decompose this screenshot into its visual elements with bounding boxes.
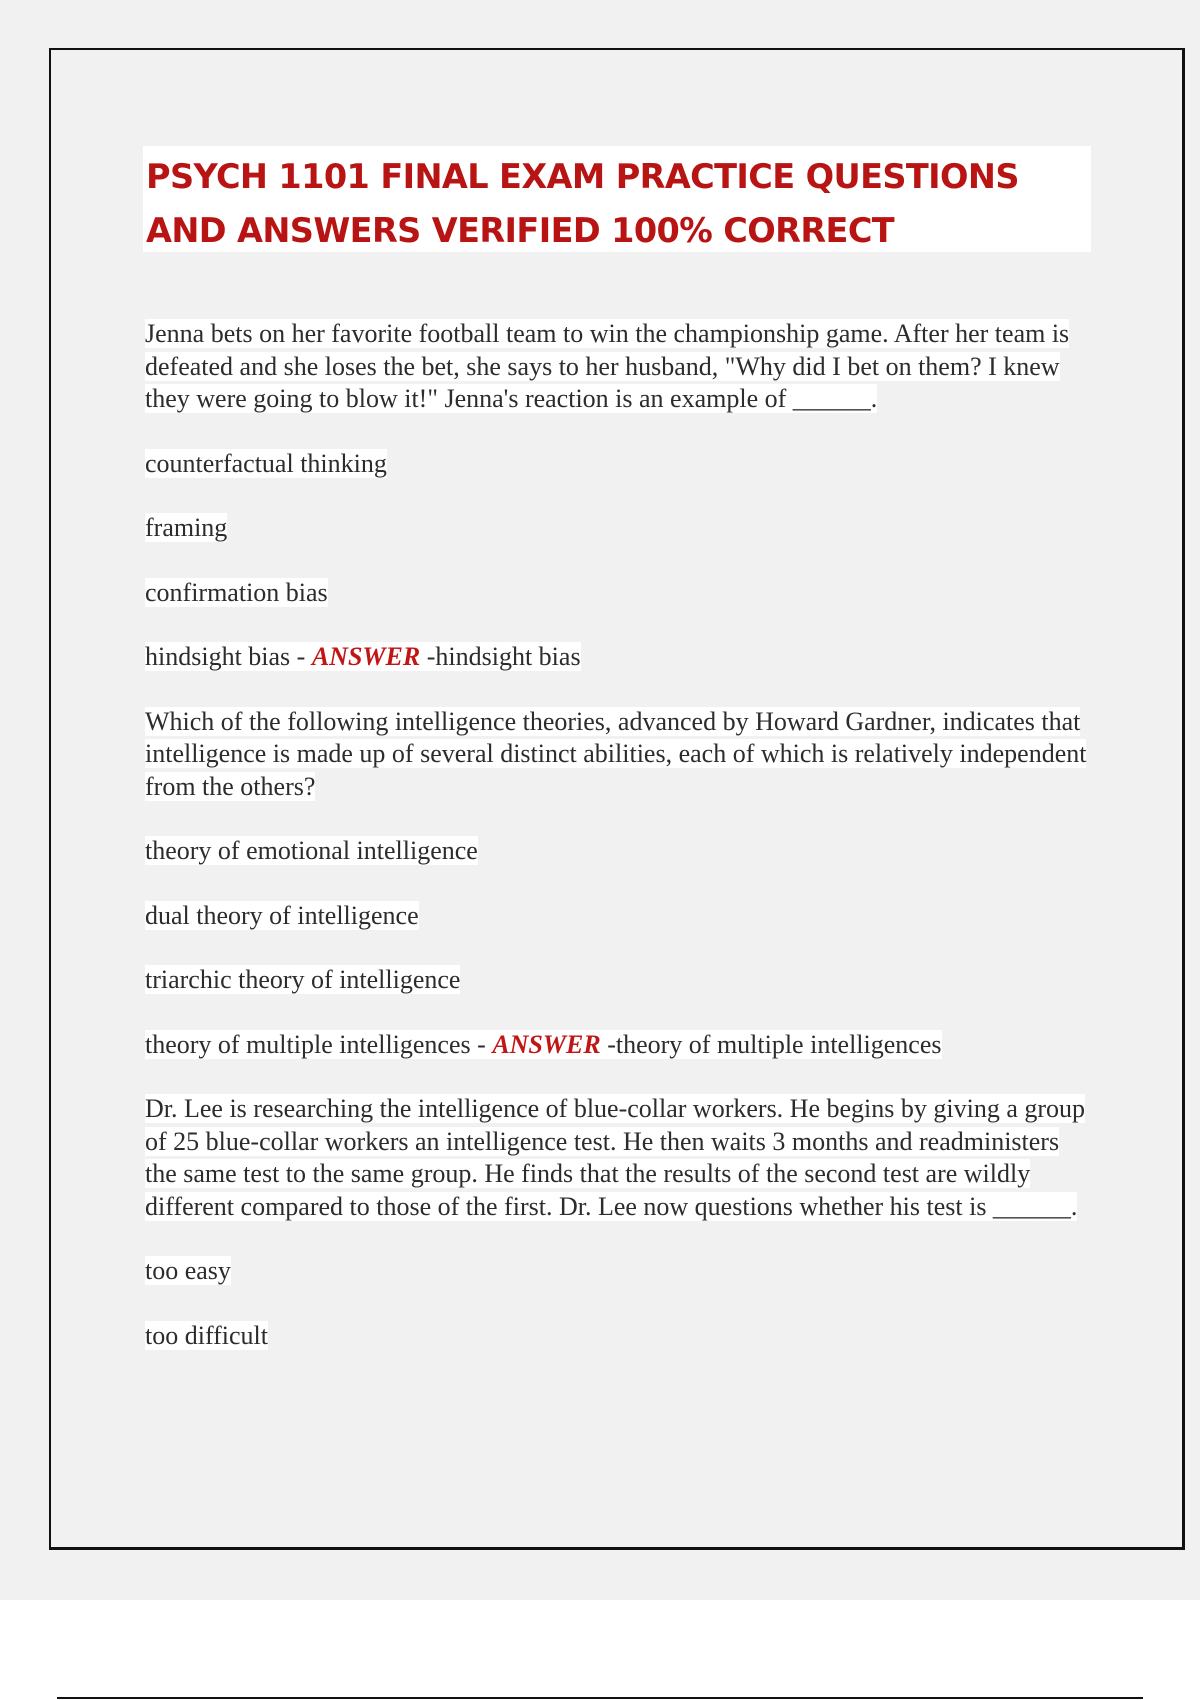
question-text bbox=[145, 318, 1095, 416]
answer-option bbox=[145, 1320, 1095, 1353]
option-emotional-intelligence: theory of emotional intelligence bbox=[145, 836, 478, 865]
answer-option-text bbox=[145, 1030, 942, 1059]
answer-separator: - bbox=[470, 1029, 493, 1059]
question-1-text: Jenna bets on her favorite football team to win the championship game. After her team is defeated and she loses the bet, she says to her husband, "Why did I bet on them? I knew they were going to blow it!" Jenna's reaction is an example of ______. bbox=[145, 319, 1070, 413]
option-triarchic-theory: triarchic theory of intelligence bbox=[145, 965, 461, 994]
answer-option-text bbox=[145, 642, 581, 671]
answer-option bbox=[145, 1255, 1095, 1288]
footer-divider bbox=[57, 1697, 1143, 1699]
answer-option bbox=[145, 964, 1095, 997]
answer-option bbox=[145, 512, 1095, 545]
answer-option bbox=[145, 900, 1095, 933]
answer-option bbox=[145, 448, 1095, 481]
question-text bbox=[145, 706, 1095, 804]
answer-2-value: -theory of multiple intelligences bbox=[600, 1029, 942, 1059]
option-dual-theory: dual theory of intelligence bbox=[145, 900, 419, 930]
page-title: PSYCH 1101 FINAL EXAM PRACTICE QUESTIONS AND ANSWERS VERIFIED 100% CORRECT bbox=[146, 157, 1019, 250]
answer-1-option: hindsight bias bbox=[145, 642, 291, 671]
answer-keyword: ANSWER bbox=[492, 1029, 601, 1059]
answer-1-value: -hindsight bias bbox=[420, 642, 581, 671]
answer-option bbox=[145, 577, 1095, 610]
option-too-difficult: too difficult bbox=[145, 1320, 269, 1350]
option-counterfactual-thinking: counterfactual thinking bbox=[145, 448, 387, 478]
answer-line bbox=[145, 641, 1095, 674]
title-box bbox=[143, 146, 1091, 252]
question-list bbox=[145, 318, 1095, 1384]
answer-2-option: theory of multiple intelligences bbox=[145, 1029, 471, 1059]
option-confirmation-bias: confirmation bias bbox=[145, 577, 328, 607]
question-text bbox=[145, 1093, 1095, 1223]
answer-line bbox=[145, 1029, 1095, 1062]
question-3-text: Dr. Lee is researching the intelligence of blue-collar workers. He begins by giving a group of 25 blue-collar workers an intelligence test. He then waits 3 months and readministers the same test to the same group. He finds that the results of the second test are wildly different compared to those of the first. Dr. Lee now questions whether his test is ______. bbox=[145, 1094, 1086, 1221]
answer-keyword: ANSWER bbox=[311, 642, 421, 671]
option-too-easy: too easy bbox=[145, 1256, 231, 1285]
answer-option bbox=[145, 835, 1095, 868]
question-2-text: Which of the following intelligence theories, advanced by Howard Gardner, indicates that intelligence is made up of several distinct abilities, each of which is relatively independent from the others? bbox=[145, 706, 1087, 801]
answer-separator: - bbox=[290, 642, 312, 671]
option-framing: framing bbox=[145, 513, 228, 542]
